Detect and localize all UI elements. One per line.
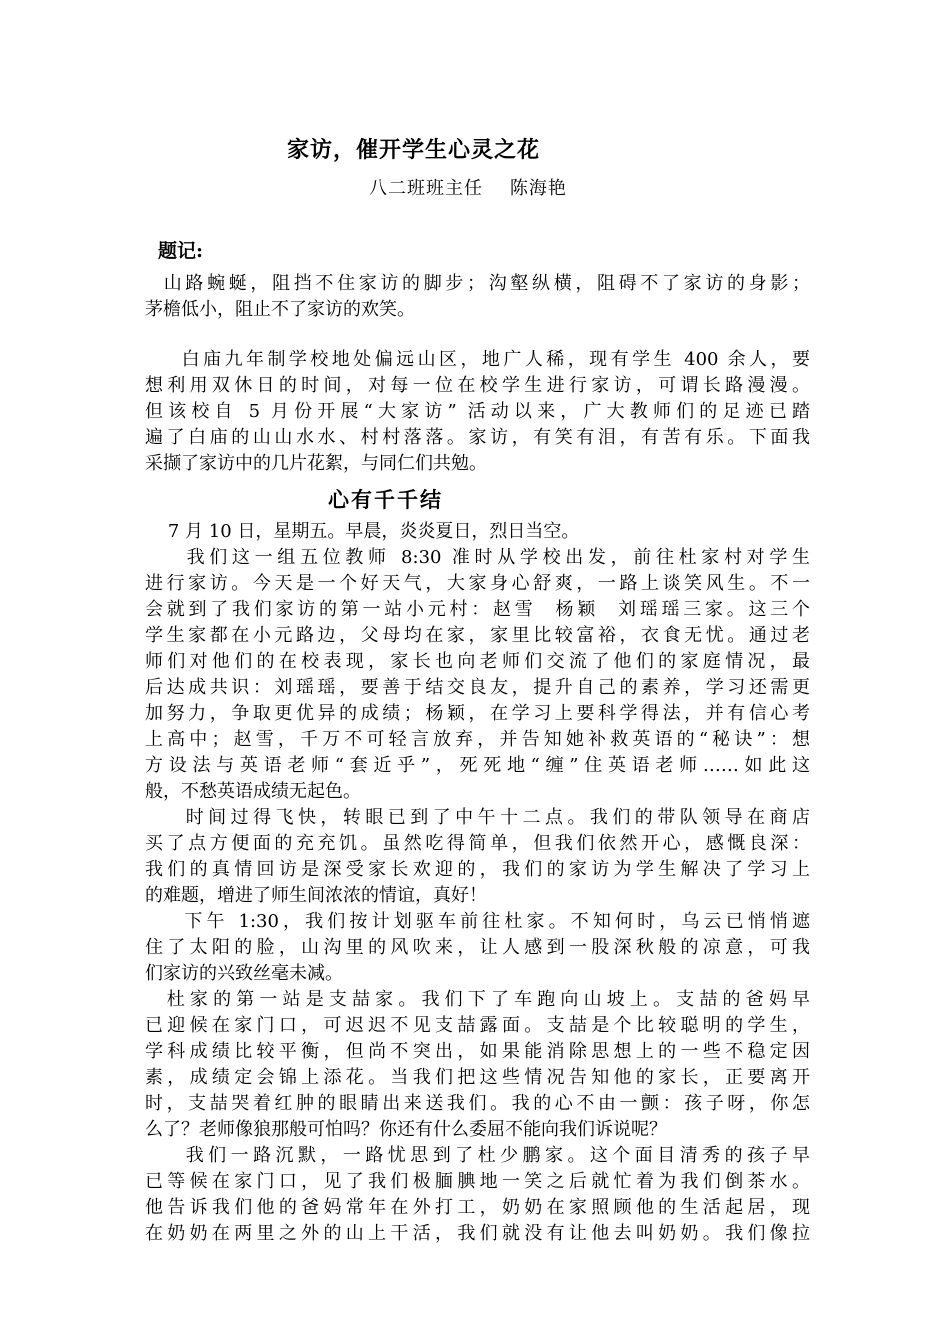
text-line: 7 月 10 日，星期五。早晨，炎炎夏日，烈日当空。 — [145, 521, 580, 542]
text-line: 我们这一组五位教师 8:30 准时从学校出发，前往杜家村对学生 — [145, 547, 810, 568]
text-line: 买了点方便面的充充饥。虽然吃得简单，但我们依然开心，感慨良深： — [145, 833, 810, 854]
epigraph-paragraph — [145, 271, 810, 323]
text-line: 遍了白庙的山山水水、村村落落。家访，有笑有泪，有苦有乐。下面我 — [145, 427, 810, 448]
text-line: 白庙九年制学校地处偏远山区，地广人稀，现有学生 400 余人，要 — [145, 349, 810, 370]
text-line: 我们一路沉默，一路忧思到了杜少鹏家。这个面目清秀的孩子早 — [145, 1145, 810, 1166]
text-line: 采撷了家访中的几片花絮，与同仁们共勉。 — [145, 453, 487, 474]
document-title: 家访，催开学生心灵之花 — [287, 137, 541, 163]
intro-paragraph — [145, 347, 810, 477]
text-line: 师们对他们的在校表现，家长也向老师们交流了他们的家庭情况，最 — [145, 651, 810, 672]
text-line: 茅檐低小，阻止不了家访的欢笑。 — [145, 299, 415, 320]
text-line: 我们的真情回访是深受家长欢迎的，我们的家访为学生解决了学习上 — [145, 859, 810, 880]
text-line: 已等候在家门口，见了我们极腼腆地一笑之后就忙着为我们倒茶水。 — [145, 1171, 810, 1192]
epigraph-label: 题记: — [158, 240, 204, 262]
text-line: 在奶奶在两里之外的山上干活，我们就没有让他去叫奶奶。我们像拉 — [145, 1223, 810, 1244]
text-line: 已迎候在家门口，可迟迟不见支喆露面。支喆是个比较聪明的学生， — [145, 1015, 810, 1036]
text-line: 们家访的兴致丝毫未减。 — [145, 963, 343, 984]
text-line: 但该校自 5 月份开展“大家访” 活动以来，广大教师们的足迹已踏 — [145, 401, 810, 422]
text-line: 下午 1:30，我们按计划驱车前往杜家。不知何时，乌云已悄悄遮 — [145, 911, 810, 932]
text-line: 进行家访。今天是一个好天气，大家身心舒爽，一路上谈笑风生。不一 — [145, 573, 810, 594]
text-line: 他告诉我们他的爸妈常年在外打工，奶奶在家照顾他的生活起居，现 — [145, 1197, 810, 1218]
text-line: 时间过得飞快，转眼已到了中午十二点。我们的带队领导在商店 — [145, 807, 810, 828]
body-text — [145, 519, 810, 1247]
text-line: 杜家的第一站是支喆家。我们下了车跑向山坡上。支喆的爸妈早 — [145, 989, 810, 1010]
text-line: 素，成绩定会锦上添花。当我们把这些情况告知他的家长，正要离开 — [145, 1067, 810, 1088]
text-line: 学生家都在小元路边，父母均在家，家里比较富裕，衣食无忧。通过老 — [145, 625, 810, 646]
text-line: 会就到了我们家访的第一站小元村：赵雪 杨颖 刘瑶瑶三家。这三个 — [145, 599, 810, 620]
text-line: 般，不愁英语成绩无起色。 — [145, 781, 361, 802]
text-line: 方设法与英语老师“套近乎”，死死地“缠”住英语老师……如此这 — [145, 755, 810, 776]
text-line: 加努力，争取更优异的成绩；杨颖，在学习上要科学得法，并有信心考 — [145, 703, 810, 724]
text-line: 山路蜿蜒，阻挡不住家访的脚步；沟壑纵横，阻碍不了家访的身影； — [145, 273, 810, 294]
text-line: 的难题，增进了师生间浓浓的情谊，真好！ — [145, 885, 487, 906]
text-line: 后达成共识：刘瑶瑶，要善于结交良友，提升自己的素养，学习还需更 — [145, 677, 810, 698]
section-title: 心有千千结 — [328, 487, 443, 512]
text-line: 学科成绩比较平衡，但尚不突出，如果能消除思想上的一些不稳定因 — [145, 1041, 810, 1062]
text-line: 住了太阳的脸，山沟里的风吹来，让人感到一股深秋般的凉意，可我 — [145, 937, 810, 958]
text-line: 想利用双休日的时间，对每一位在校学生进行家访，可谓长路漫漫。 — [145, 375, 810, 396]
text-line: 上高中；赵雪，千万不可轻言放弃，并告知她补救英语的“秘诀”：想 — [145, 729, 810, 750]
text-line: 时，支喆哭着红肿的眼睛出来送我们。我的心不由一颤：孩子呀，你怎 — [145, 1093, 810, 1114]
document-author: 八二班班主任 陈海艳 — [369, 178, 567, 199]
text-line: 么了？老师像狼那般可怕吗？你还有什么委屈不能向我们诉说呢？ — [145, 1119, 667, 1140]
